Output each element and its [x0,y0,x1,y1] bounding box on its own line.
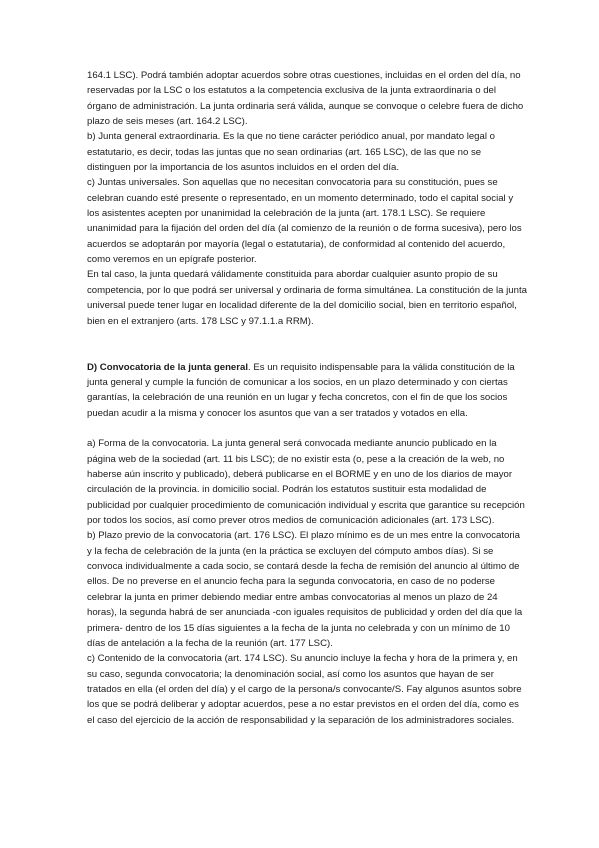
section-d-paragraph [87,360,527,421]
section-d-text: . Es un requisito indispensable para la válida constitución de la junta general y cumple la función de comunicar a los socios, en un plazo determinado y con ciertas garantías, la celebración de una reunión en un lugar y fecha concretos, con el fin de que los socios puedan acudir a la misma y conocer los asuntos que van a ser tratados y votados en ella. [87,361,515,419]
paragraph-contenido-convocatoria: c) Contenido de la convocatoria (art. 174 LSC). Su anuncio incluye la fecha y hora de la primera y, en su caso, segunda convocatoria; la denominación social, así como los asuntos que hayan de ser tratados en ella (el orden del día) y el cargo de la persona/s convocante/S. Fay algunos asuntos sobre los que se podrá deliberar y adoptar acuerdos, pese a no estar previstos en el orden del día, como es el caso del ejercicio de la acción de responsabilidad y la separación de los administradores sociales. [87,653,522,726]
paragraph-plazo-convocatoria: b) Plazo previo de la convocatoria (art. 176 LSC). El plazo mínimo es de un mes entre la convocatoria y la fecha de celebración de la junta (en la práctica se excluyen del cómputo ambos días). Si se convoca individualmente a cada socio, se contará desde la fecha de remisión del anuncio al último de ellos. De no preverse en el anuncio fecha para la segunda convocatoria, en caso de no poderse celebrar la junta en primer debiendo mediar entre ambas convocatorias al menos un plazo de 24 horas), la segunda habrá de ser anunciada -con iguales requisitos de publicidad y orden del día que la primera- dentro de los 15 días siguientes a la fecha de la junta no celebrada y con un mínimo de 10 días de antelación a la fecha de la reunión (art. 177 LSC). [87,530,523,649]
section-d-heading: D) Convocatoria de la junta general [87,361,248,373]
spacer [87,329,527,344]
spacer [87,421,527,436]
paragraph-forma-convocatoria: a) Forma de la convocatoria. La junta general será convocada mediante anuncio publicado en la página web de la sociedad (art. 11 bis LSC); de no existir esta (o, pese a la creación de la web, no haberse aún inscrito y publicado), deberá publicarse en el BORME y en uno de los diarios de mayor circulación de la provincia. in domicilio social. Podrán los estatutos sustituir esta modalidad de publicidad por cualquier procedimiento de comunicación individual y escrita que garantice su recepción por todos los socios, así como prever otros medios de comunicación adicionales (art. 173 LSC). [87,438,525,527]
spacer [87,344,527,359]
paragraph-intro-continuation: 164.1 LSC). Podrá también adoptar acuerdos sobre otras cuestiones, incluidas en el orden del día, no reservadas por la LSC o los estatutos a la competencia exclusiva de la junta extraordinaria o del órgano de administración. La junta ordinaria será válida, aunque se convoque o celebre fuera de dicho plazo de seis meses (art. 164.2 LSC). [87,70,524,128]
document-page [87,68,527,728]
paragraph-junta-extraordinaria: b) Junta general extraordinaria. Es la que no tiene carácter periódico anual, por mandato legal o estatutario, es decir, todas las juntas que no sean ordinarias (art. 165 LSC), de las que no se distinguen por la importancia de los asuntos incluidos en el orden del día. [87,131,495,174]
paragraph-juntas-universales: c) Juntas universales. Son aquellas que no necesitan convocatoria para su constitución, pues se celebran cuando esté presente o representado, en un momento determinado, todo el capital social y los asistentes acepten por unanimidad la celebración de la junta (art. 178.1 LSC). Se requiere unanimidad para la fijación del orden del día (al comienzo de la reunión o de forma sucesiva), pero los acuerdos se adoptarán por mayoría (legal o estatutaria), de conformidad al contenido del acuerdo, como veremos en un epígrafe posterior. [87,177,522,266]
paragraph-junta-universal-constitucion: En tal caso, la junta quedará válidamente constituida para abordar cualquier asunto propio de su competencia, por lo que podrá ser universal y ordinaria de forma simultánea. La constitución de la junta universal puede tener lugar en localidad diferente de la del domicilio social, bien en territorio español, bien en el extranjero (arts. 178 LSC y 97.1.1.a RRM). [87,269,527,327]
